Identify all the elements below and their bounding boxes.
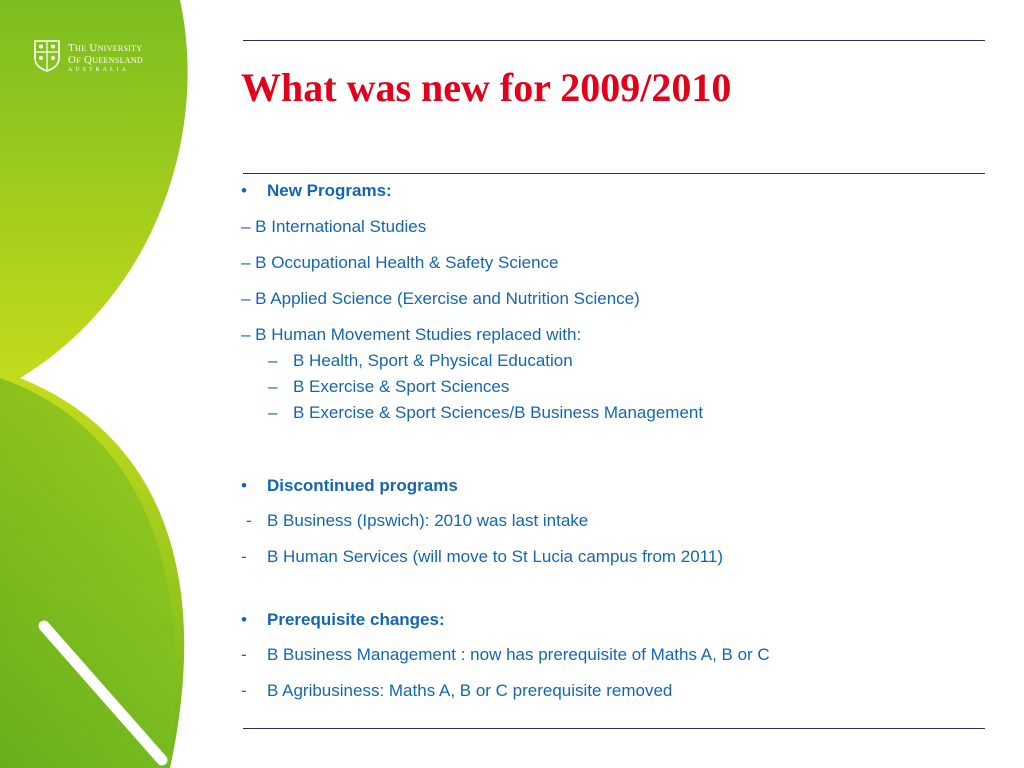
top-divider <box>243 40 985 41</box>
green-lower-curve <box>0 378 176 768</box>
bullet-marker: • <box>241 181 247 200</box>
dash-marker: - <box>246 511 252 530</box>
slide-title: What was new for 2009/2010 <box>241 65 732 110</box>
list-item: B Business (Ipswich): 2010 was last intake <box>267 511 589 530</box>
dash-marker: - <box>241 681 247 700</box>
sub-dash-marker: – <box>268 403 278 422</box>
list-item: B Business Management : now has prerequisite of Maths A, B or C <box>267 645 770 664</box>
bullet-marker: • <box>241 610 247 629</box>
logo-line-3: AUSTRALIA <box>68 67 129 73</box>
list-item: – B Occupational Health & Safety Science <box>241 253 559 272</box>
dash-marker: - <box>241 547 247 566</box>
bottom-divider <box>243 728 985 729</box>
sub-dash-marker: – <box>268 377 278 396</box>
logo-line-1: The University <box>68 42 143 54</box>
dash-marker: - <box>241 645 247 664</box>
sub-dash-marker: – <box>268 351 278 370</box>
university-logo <box>34 40 164 80</box>
bullet-marker: • <box>241 476 247 495</box>
list-item: – B International Studies <box>241 217 427 236</box>
title-divider <box>243 173 985 174</box>
logo-wordmark <box>68 42 143 75</box>
sub-list-item: B Exercise & Sport Sciences/B Business Management <box>293 403 704 422</box>
list-item: – B Human Movement Studies replaced with: <box>241 325 582 344</box>
sub-list-item: B Exercise & Sport Sciences <box>293 377 510 396</box>
sub-list-item: B Health, Sport & Physical Education <box>293 351 573 370</box>
list-item: B Agribusiness: Maths A, B or C prerequisite removed <box>267 681 673 700</box>
section-heading-discontinued: Discontinued programs <box>267 476 458 495</box>
list-item: – B Applied Science (Exercise and Nutrition Science) <box>241 289 640 308</box>
section-heading-new-programs: New Programs: <box>267 181 392 200</box>
section-heading-prerequisites: Prerequisite changes: <box>267 610 445 629</box>
crest-icon <box>34 40 60 72</box>
list-item: B Human Services (will move to St Lucia campus from 2011) <box>267 547 724 566</box>
logo-line-2: Of Queensland <box>68 54 143 66</box>
